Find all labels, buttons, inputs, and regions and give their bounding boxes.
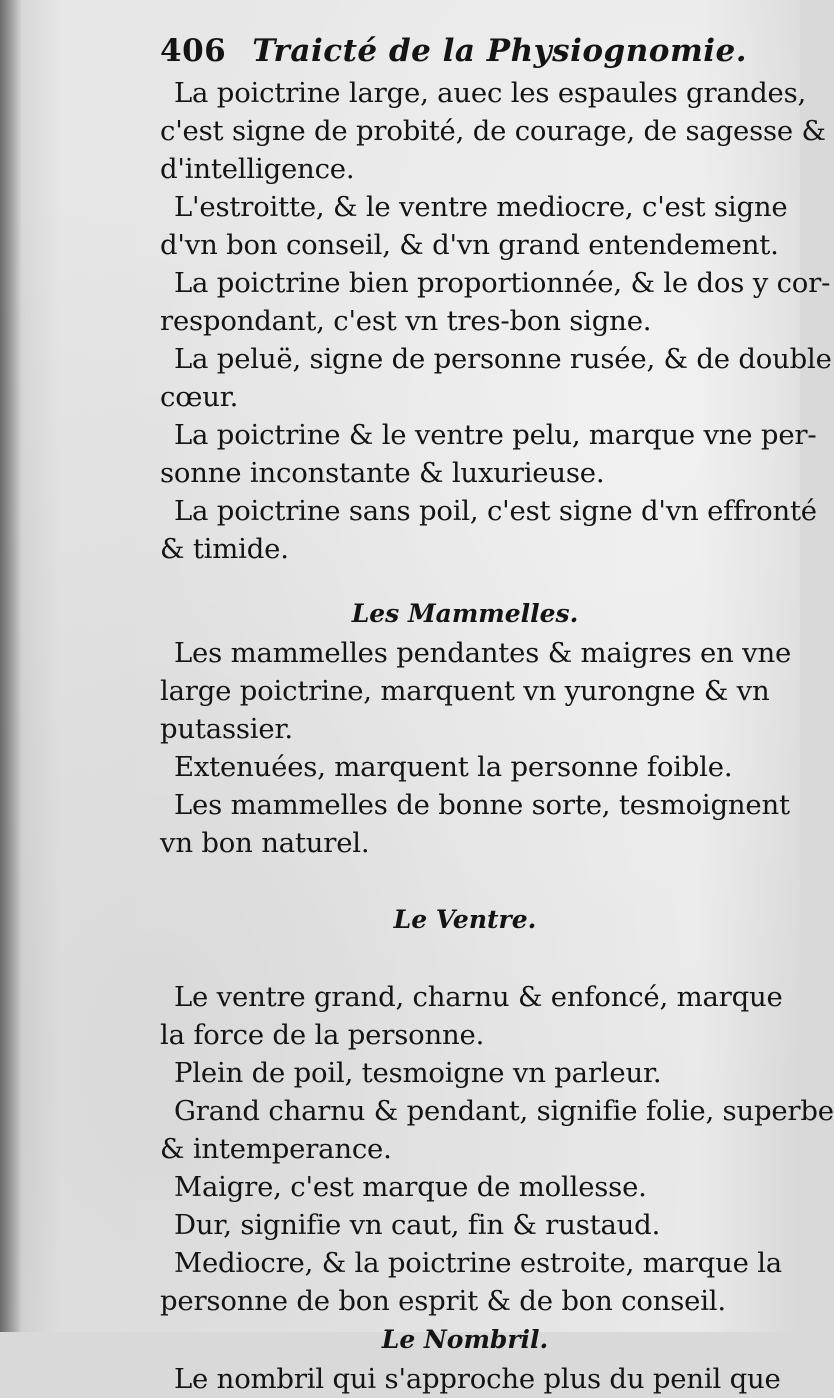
heading-nombril: Le Nombril. (381, 1325, 549, 1354)
binding-shadow (0, 0, 22, 1332)
running-title: Traicté de la Physiognomie. (252, 33, 748, 69)
text-line: La poictrine & le ventre pelu, marque vne per- (174, 419, 817, 451)
text-line: vn bon naturel. (160, 827, 370, 859)
text-line: putassier. (160, 713, 293, 745)
text-line: Mediocre, & la poictrine estroite, marque la (174, 1247, 783, 1279)
text-line: La peluë, signe de personne rusée, & de double (174, 343, 832, 375)
text-line: Grand charnu & pendant, signifie folie, superbe (174, 1095, 834, 1127)
text-line: Extenuées, marquent la personne foible. (174, 751, 733, 783)
text-line: large poictrine, marquent vn yurongne & vn (160, 675, 770, 707)
text-line: Maigre, c'est marque de mollesse. (174, 1171, 647, 1203)
text-line: L'estroitte, & le ventre mediocre, c'est signe (174, 191, 788, 223)
text-line: respondant, c'est vn tres-bon signe. (160, 305, 652, 337)
text-line: Plein de poil, tesmoigne vn parleur. (174, 1057, 662, 1089)
section-nombril (160, 1360, 781, 1398)
text-line: Dur, signifie vn caut, fin & rustaud. (174, 1209, 661, 1241)
text-line: La poictrine bien proportionnée, & le dos y cor- (174, 267, 831, 299)
text-line: cœur. (160, 381, 239, 413)
text-line: d'vn bon conseil, & d'vn grand entendement. (160, 229, 779, 261)
heading-ventre: Le Ventre. (393, 905, 537, 934)
text-line: La poictrine sans poil, c'est signe d'vn effronté (174, 495, 817, 527)
text-line: & intemperance. (160, 1133, 392, 1165)
text-line: Les mammelles pendantes & maigres en vne (174, 637, 792, 669)
text-line: sonne inconstante & luxurieuse. (160, 457, 605, 489)
text-block (160, 28, 834, 1398)
text-line: personne de bon esprit & de bon conseil. (160, 1285, 726, 1317)
section-mammelles (160, 634, 792, 862)
text-line: c'est signe de probité, de courage, de sagesse & (160, 115, 826, 147)
section-ventre (160, 978, 834, 1320)
text-line: Les mammelles de bonne sorte, tesmoignent (174, 789, 790, 821)
section-poictrine (160, 74, 832, 568)
text-line: d'intelligence. (160, 153, 355, 185)
text-line: Le nombril qui s'approche plus du penil que (174, 1363, 781, 1395)
page-number: 406 (160, 33, 227, 69)
text-line: & timide. (160, 533, 289, 565)
text-line: Le ventre grand, charnu & enfoncé, marque (174, 981, 783, 1013)
page-header (160, 28, 770, 74)
text-line: la force de la personne. (160, 1019, 485, 1051)
heading-mammelles: Les Mammelles. (351, 599, 579, 628)
text-line: La poictrine large, auec les espaules grandes, (174, 77, 807, 109)
